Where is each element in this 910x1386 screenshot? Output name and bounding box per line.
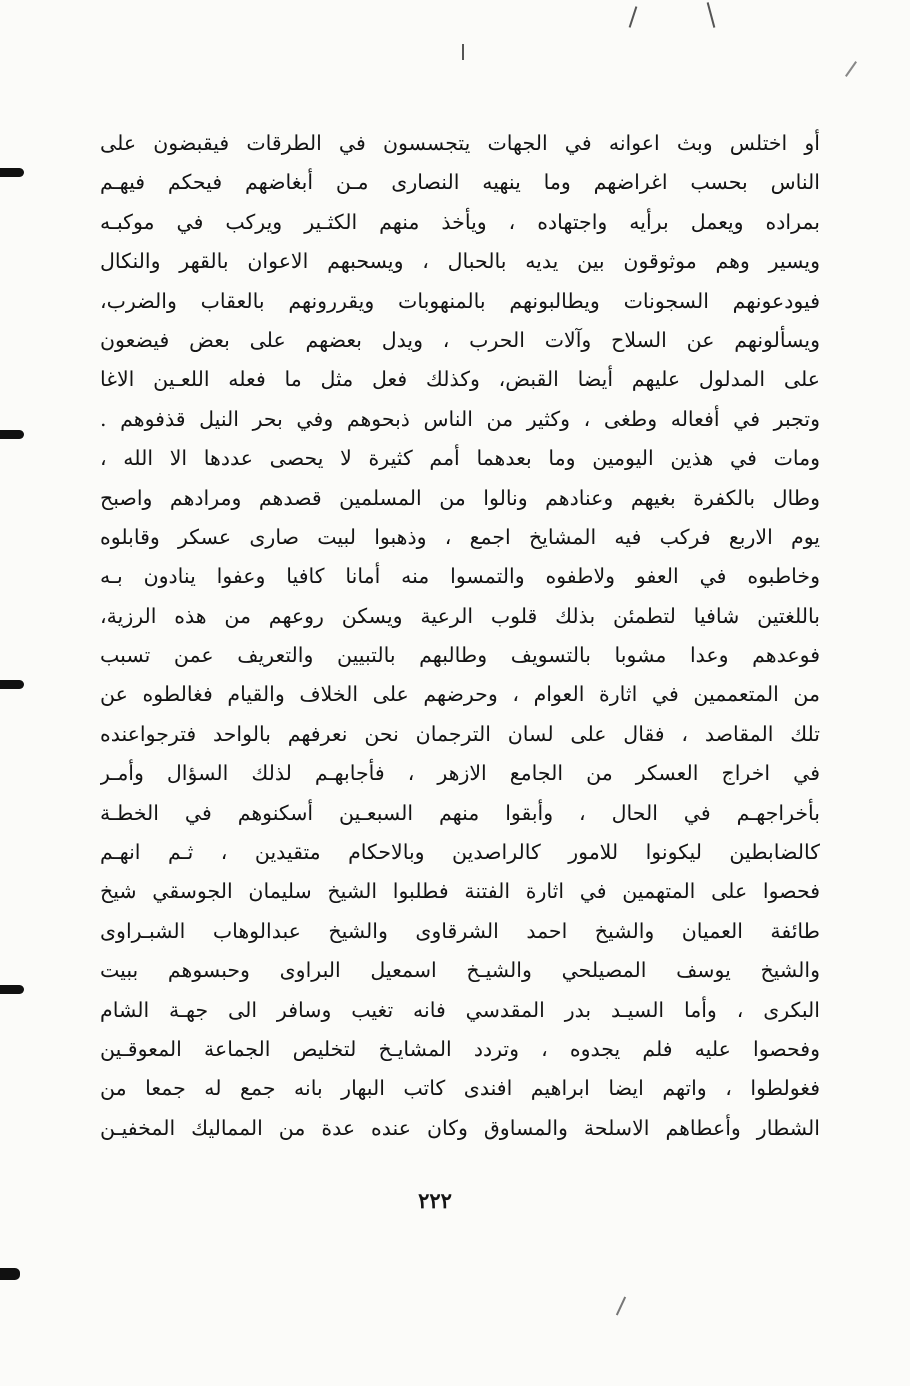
text-line: بأخراجهـم في الحال ، وأبقوا منهم السبعـين أسكنوهم في الخطـة [100, 800, 820, 825]
scan-speck [845, 61, 857, 77]
page-number: ٢٢٢ [418, 1188, 452, 1213]
scan-speck [629, 6, 638, 28]
margin-mark [0, 1268, 20, 1280]
text-line: تلك المقاصد ، فقال على لسان الترجمان نحن نعرفهم بالواحد فترجواعنده [100, 721, 820, 746]
text-line: كالضابطين ليكونوا للامور كالراصدين وبالاحكام متقيدين ، ثـم انهـم [100, 840, 820, 865]
text-line: وتجبر في أفعاله وطغى ، وكثير من الناس ذبحوهم وفي بحر النيل قذفوهم . [100, 406, 820, 431]
text-line: وفحصوا عليه فلم يجدوه ، وتردد المشايـخ لتخليص الجماعة المعوقـين [100, 1036, 820, 1061]
text-line: فيودعونهم السجونات ويطالبونهم بالمنهوبات ويقررونهم بالعقاب والضرب، [100, 288, 820, 313]
text-line: طائفة العميان والشيخ احمد الشرقاوى والشيخ عبدالوهاب الشبـراوى [100, 918, 820, 943]
margin-mark [0, 168, 24, 177]
text-line: من المتعممين في اثارة العوام ، وحرضهم على الخلاف والقيام فغالطوه عن [100, 682, 820, 707]
text-line: وطال بالكفرة بغيهم وعنادهم ونالوا من المسلمين قصدهم ومرادهم واصبح [100, 485, 820, 510]
text-line: فحصوا على المتهمين في اثارة الفتنة فطلبوا الشيخ سليمان الجوسقي شيخ [100, 879, 820, 904]
arabic-text-body [100, 124, 820, 1148]
text-line: أو اختلس وبث اعوانه في الجهات يتجسسون في الطرقات فيقبضون على [100, 131, 820, 155]
text-line: وخاطبوه في العفو ولاطفوه والتمسوا منه أمانا كافيا وعفوا ينادون بـه [100, 564, 820, 589]
scan-speck [616, 1297, 626, 1316]
text-line: فغولطوا ، واتهم ايضا ابراهيم افندى كاتب البهار بانه جمع له جمعا من [100, 1076, 820, 1101]
text-line: ويسير وهم موثوقون بين يديه بالحبال ، ويسحبهم الاعوان بالقهر والنكال [100, 249, 820, 274]
text-line: الشطار وأعطاهم الاسلحة والمساوق وكان عنده عدة من المماليك المخفيـن [100, 1115, 820, 1140]
text-line: فوعدهم وعدا مشوبا بالتسويف وطالبهم بالتبيين والتعريف عمن تسبب [100, 643, 820, 668]
text-line: الناس بحسب اغراضهم وما ينهيه النصارى مـن أبغاضهم فيحكم فيهـم [100, 170, 820, 195]
margin-mark [0, 680, 24, 689]
text-line: ومات في هذين اليومين وما بعدهما أمم كثيرة لا يحصى عددها الا الله ، [100, 446, 820, 471]
text-line: باللغتين شافيا لتطمئن بذلك قلوب الرعية ويسكن روعهم من هذه الرزية، [100, 603, 820, 628]
text-line: في اخراج العسكر من الجامع الازهر ، فأجابهـم لذلك السؤال وأمـر [100, 761, 820, 786]
margin-mark [0, 430, 24, 439]
text-line: والشيخ يوسف المصيلحي والشيـخ اسمعيل البراوى وحبسوهم ببيت [100, 958, 820, 983]
text-line: البكرى ، وأما السيـد بدر المقدسي فانه تغيب وسافر الى جهـة الشام [100, 997, 820, 1022]
scan-speck [462, 44, 464, 60]
text-line: بمراده ويعمل برأيه واجتهاده ، ويأخذ منهم الكثـير ويركب في موكبـه [100, 209, 820, 234]
text-line: ويسألونهم عن السلاح وآلات الحرب ، ويدل بعضهم على بعض فيضعون [100, 327, 820, 352]
margin-mark [0, 985, 24, 994]
text-line: يوم الاربع فركب فيه المشايخ اجمع ، وذهبوا لبيت صارى عسكر وقابلوه [100, 524, 820, 549]
scan-speck [707, 2, 716, 28]
text-line: على المدلول عليهم أيضا القبض، وكذلك فعل مثل ما فعله اللعـين الاغا [100, 367, 820, 392]
